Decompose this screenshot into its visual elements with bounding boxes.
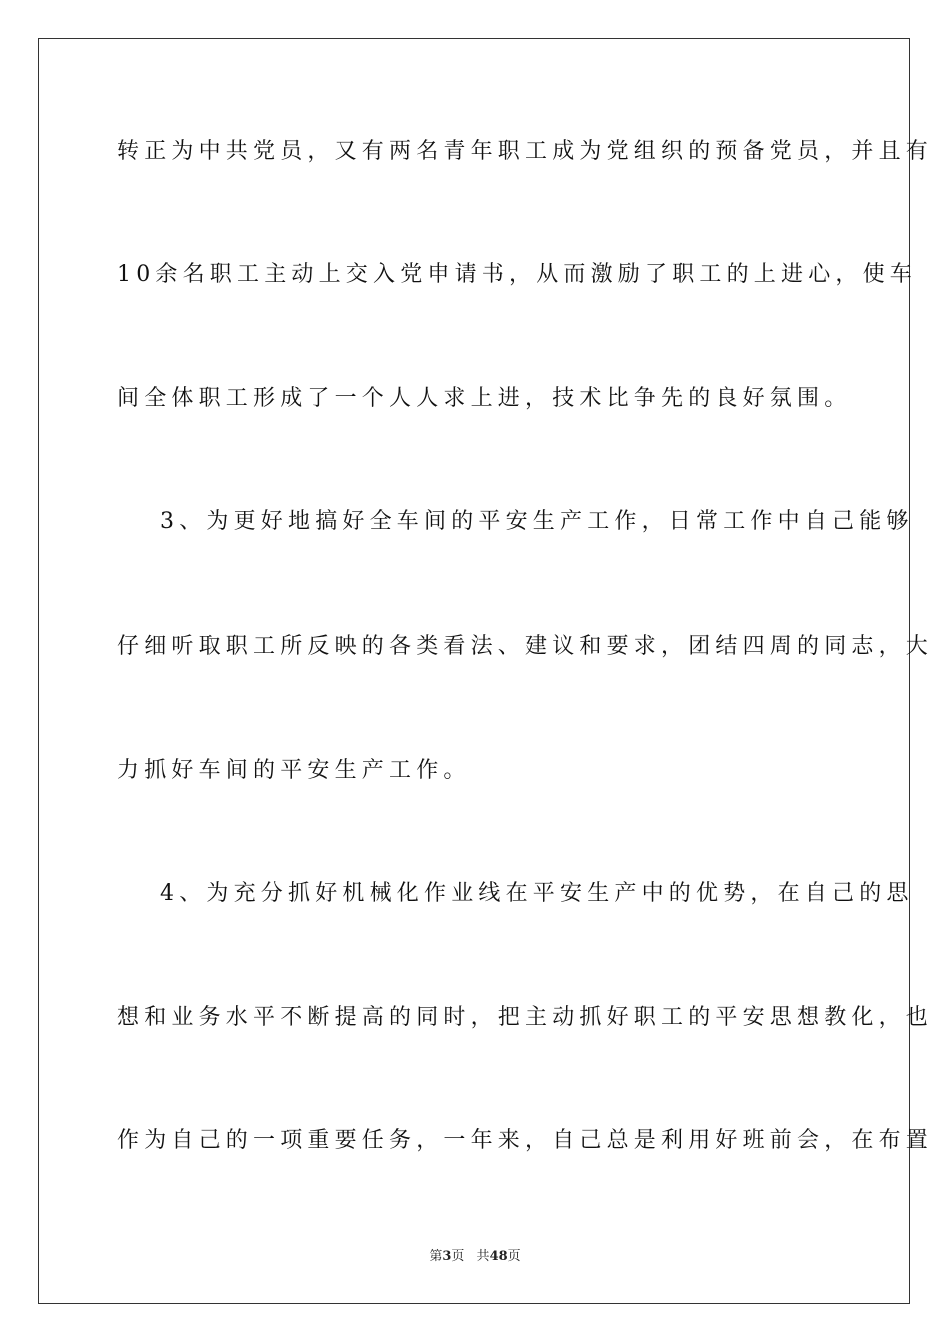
total-pages: 48: [489, 1249, 508, 1264]
paragraph-line-4: 3、为更好地搞好全车间的平安生产工作，日常工作中自己能够: [160, 509, 914, 534]
page-suffix: 页: [451, 1249, 465, 1264]
total-prefix: 共: [476, 1249, 490, 1264]
paragraph-line-9: 作为自己的一项重要任务，一年来，自己总是利用好班前会，在布置: [117, 1128, 934, 1153]
paragraph-line-2: 10余名职工主动上交入党申请书，从而激励了职工的上进心，使车: [117, 262, 917, 287]
total-indicator: [477, 1249, 521, 1264]
page-prefix: 第: [429, 1249, 443, 1264]
paragraph-line-1: 转正为中共党员，又有两名青年职工成为党组织的预备党员，并且有: [117, 139, 934, 164]
total-suffix: 页: [507, 1249, 521, 1264]
page-indicator: [429, 1249, 464, 1264]
page-frame: [38, 38, 934, 1304]
paragraph-line-5: 仔细听取职工所反映的各类看法、建议和要求，团结四周的同志，大: [117, 634, 934, 659]
page-number: 3: [442, 1249, 452, 1264]
paragraph-line-8: 想和业务水平不断提高的同时，把主动抓好职工的平安思想教化，也: [117, 1005, 934, 1030]
paragraph-line-7: 4、为充分抓好机械化作业线在平安生产中的优势，在自己的思: [160, 881, 914, 906]
page-footer: [0, 1248, 950, 1266]
paragraph-line-6: 力抓好车间的平安生产工作。: [117, 758, 471, 783]
paragraph-line-3: 间全体职工形成了一个人人求上进，技术比争先的良好氛围。: [117, 386, 852, 411]
